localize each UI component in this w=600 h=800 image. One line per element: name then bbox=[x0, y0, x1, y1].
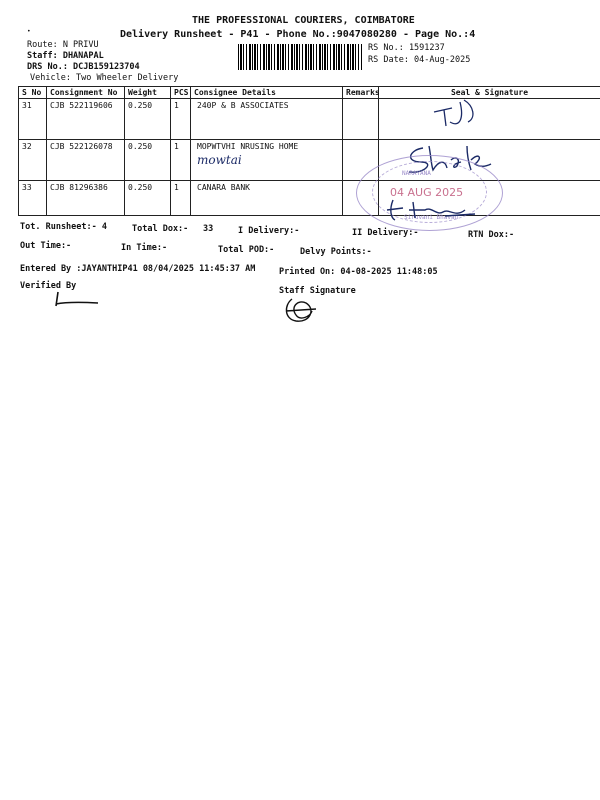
rs-number: RS No.: 1591237 bbox=[368, 43, 445, 53]
col-consignment: Consignment No bbox=[47, 87, 125, 99]
handwritten-note: mowtai bbox=[197, 153, 242, 167]
col-sno: S No bbox=[19, 87, 47, 99]
row-weight: 0.250 bbox=[125, 99, 171, 140]
staff-label: Staff: DHANAPAL bbox=[27, 51, 104, 61]
drs-number: DRS No.: DCJB159123704 bbox=[27, 62, 140, 72]
out-time: Out Time:- bbox=[20, 241, 72, 251]
stamp-line2: Siruvani Bhavan bbox=[404, 214, 459, 221]
table-header-row bbox=[19, 87, 600, 99]
table-row bbox=[19, 140, 600, 181]
row-pcs: 1 bbox=[171, 140, 191, 181]
table-row bbox=[19, 99, 600, 140]
total-pod: Total POD:- bbox=[218, 245, 275, 255]
signature-row-33 bbox=[385, 196, 480, 224]
route-label: Route: N PRIVU bbox=[27, 40, 99, 50]
staff-signature-label: Staff Signature bbox=[279, 286, 356, 296]
in-time: In Time:- bbox=[121, 243, 168, 253]
row-sno: 31 bbox=[19, 99, 47, 140]
row-consignee: 240P & B ASSOCIATES bbox=[191, 99, 343, 140]
stamp-date: 04 AUG 2025 bbox=[390, 186, 464, 199]
row-consignee: CANARA BANK bbox=[191, 181, 343, 216]
barcode bbox=[238, 44, 362, 70]
row-sno: 32 bbox=[19, 140, 47, 181]
verifier-signature bbox=[50, 290, 110, 310]
row-pcs: 1 bbox=[171, 181, 191, 216]
tot-runsheet: Tot. Runsheet:- 4 bbox=[20, 222, 107, 232]
runsheet-table bbox=[18, 86, 600, 216]
row-sno: 33 bbox=[19, 181, 47, 216]
rtn-dox: RTN Dox:- bbox=[468, 230, 515, 240]
entered-by: Entered By :JAYANTHIP41 08/04/2025 11:45:37 AM bbox=[20, 264, 256, 274]
col-seal-signature: Seal & Signature bbox=[379, 87, 600, 99]
dot-mark: • bbox=[27, 28, 31, 35]
col-consignee: Consignee Details bbox=[191, 87, 343, 99]
row-consignee bbox=[191, 140, 343, 181]
row-pcs: 1 bbox=[171, 99, 191, 140]
runsheet-title: Delivery Runsheet - P41 - Phone No.:9047080280 - Page No.:4 bbox=[120, 29, 476, 40]
row-weight: 0.250 bbox=[125, 181, 171, 216]
printed-on: Printed On: 04-08-2025 11:48:05 bbox=[279, 267, 438, 277]
row-weight: 0.250 bbox=[125, 140, 171, 181]
signature-row-31 bbox=[430, 98, 490, 128]
row-consignment: CJB 522126078 bbox=[47, 140, 125, 181]
vehicle-label: Vehicle: Two Wheeler Delivery bbox=[30, 73, 179, 83]
delvy-points: Delvy Points:- bbox=[300, 247, 372, 257]
rs-date: RS Date: 04-Aug-2025 bbox=[368, 55, 471, 65]
staff-signature-mark bbox=[280, 295, 322, 325]
stamp-line1: NARAYANA bbox=[402, 170, 431, 177]
col-remarks: Remarks bbox=[343, 87, 379, 99]
row-consignment: CJB 81296386 bbox=[47, 181, 125, 216]
company-title: THE PROFESSIONAL COURIERS, COIMBATORE bbox=[192, 15, 415, 26]
total-dox-label: Total Dox:- bbox=[132, 224, 189, 234]
row-consignment: CJB 522119606 bbox=[47, 99, 125, 140]
col-weight: Weight bbox=[125, 87, 171, 99]
ii-delivery: II Delivery:- bbox=[352, 228, 419, 238]
total-dox-value: 33 bbox=[203, 224, 214, 234]
i-delivery: I Delivery:- bbox=[238, 226, 300, 236]
verified-by: Verified By bbox=[20, 281, 77, 291]
table-row bbox=[19, 181, 600, 216]
col-pcs: PCS bbox=[171, 87, 191, 99]
consignee-name: MOPWTVHI NRUSING HOME bbox=[197, 142, 299, 151]
row-remarks bbox=[343, 99, 379, 140]
